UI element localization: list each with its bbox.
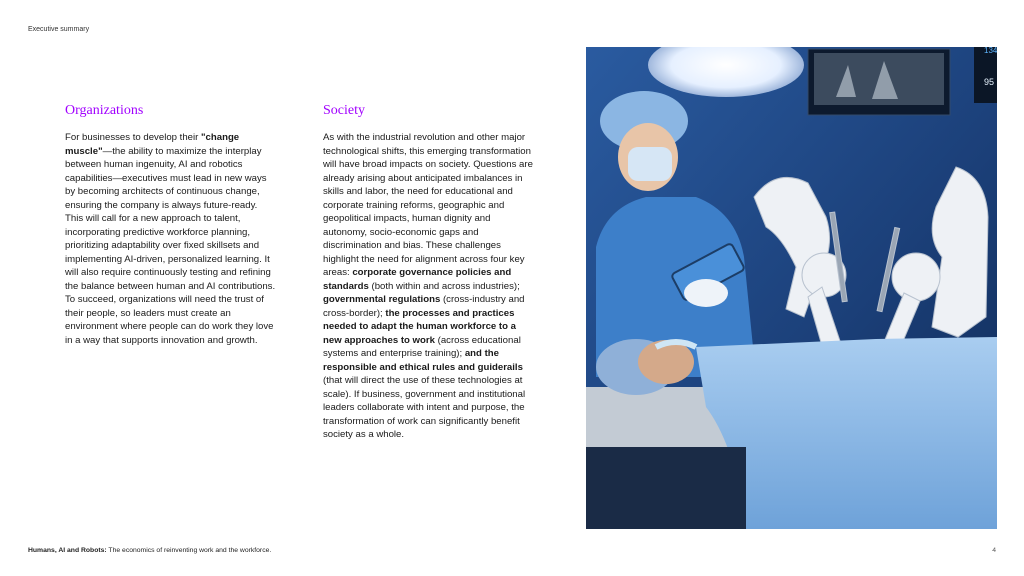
page-number: 4 (992, 547, 996, 554)
organizations-heading: Organizations (65, 103, 144, 118)
footer-subtitle: The economics of reinventing work and the workforce. (106, 547, 272, 554)
body-text: For businesses to develop their (65, 132, 201, 143)
body-text: (across educational systems and enterprise training); (323, 334, 521, 359)
monitor-readout-2: 95 (984, 77, 995, 87)
body-text: As with the industrial revolution and other major technological shifts, this emerging transformation will have broad impacts on society. Questions are already arising about anticipated imbalances in skills and labor, the need for educational and corporate training reforms, geographic and geopolitical impacts, human dignity and autonomy, socio-economic gaps and discrimination and bias. These challenges highlight the need for alignment across four key areas: (323, 132, 533, 278)
society-heading: Society (323, 103, 365, 118)
body-text: (cross-industry and cross-border); (323, 294, 525, 319)
organizations-column (65, 103, 277, 347)
body-text: (both within and across industries); (368, 280, 520, 292)
body-emphasis: governmental regulations (323, 294, 441, 305)
body-emphasis: "change muscle" (65, 132, 240, 157)
society-column (323, 103, 535, 442)
section-label: Executive summary (28, 26, 90, 33)
floor-shadow (586, 447, 746, 529)
surgical-robot-photo (586, 47, 997, 529)
monitor-readout-1: 134 (984, 47, 997, 55)
body-text: —the ability to maximize the interplay between human ingenuity, AI and robotics capabilities—executives must lead in new ways by becoming architects of continuous change, ensuring the company is always future-ready. This will call for a new approach to talent, incorporating predictive workforce planning, prioritizing adaptability over fixed skillsets and implementing AI-driven, personalized learning. It will also require continuously testing and refining the balance between human and AI contributions. To succeed, organizations will need the trust of their people, so leaders must create an environment where people can do work they love in a way that supports innovation and growth. (65, 145, 276, 346)
body-text: (that will direct the use of these technologies at scale). If business, government and institutional leaders collaborate with intent and purpose, the transformation of work can significantly benefit society as a whole. (323, 375, 526, 440)
vitals-monitor (974, 47, 997, 103)
society-body (323, 131, 535, 442)
body-emphasis: and the responsible and ethical rules and guiderails (323, 348, 523, 373)
body-emphasis: corporate governance policies and standards (323, 267, 512, 292)
body-emphasis: the processes and practices needed to adapt the human workforce to a new approaches to work (323, 307, 516, 346)
organizations-body (65, 131, 277, 347)
wall-monitor (808, 49, 950, 115)
footer-title: Humans, AI and Robots: (28, 547, 107, 554)
footer-publication-title (28, 547, 271, 554)
